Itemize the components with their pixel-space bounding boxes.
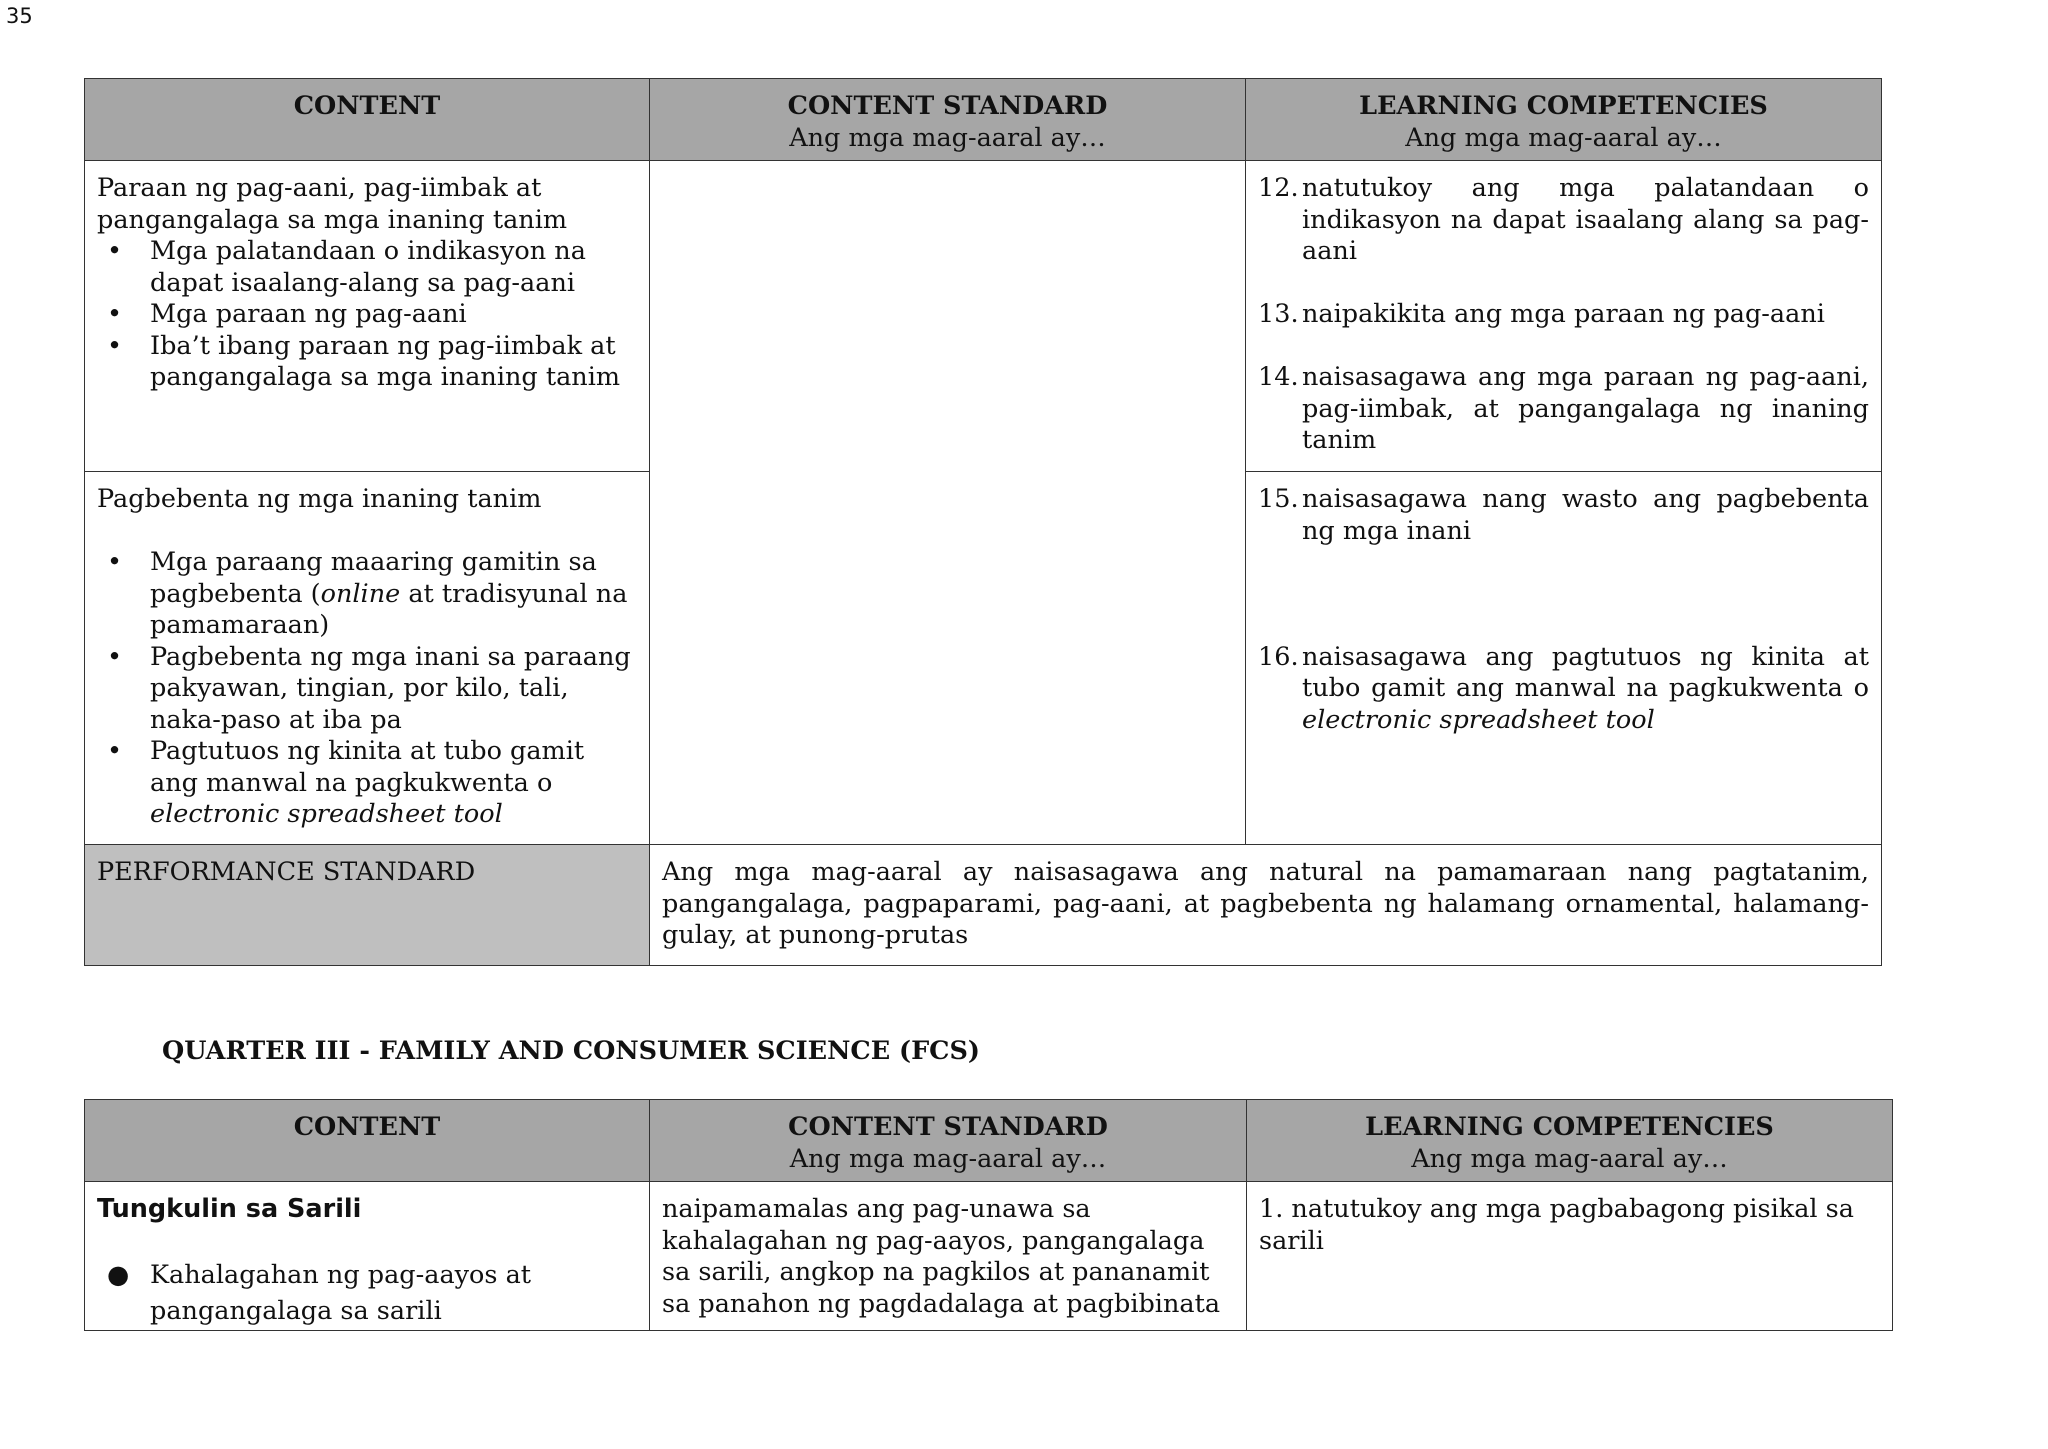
list-item-italic: online [320,578,401,609]
content-title: Paraan ng pag-aani, pag-iimbak at [97,173,542,203]
table-header-row [85,1100,1893,1182]
list-item [97,547,637,642]
header-content-standard-title: CONTENT STANDARD [787,91,1108,121]
competencies-cell: 1. natutukoy ang mga pagbabagong pisikal sa sarili [1247,1182,1893,1331]
header-learning-competencies [1247,1100,1893,1182]
competency-item [1258,173,1869,268]
list-item-text: Iba’t ibang paraan ng pag-iimbak at pangangalaga sa mga inaning tanim [150,330,621,392]
table-row [85,161,1882,472]
list-item-italic: electronic spreadsheet tool [150,799,503,829]
header-learning-competencies-title: LEARNING COMPETENCIES [1365,1112,1774,1142]
competencies-cell [1246,472,1882,845]
competency-number: 13. [1258,299,1299,329]
performance-standard-text: Ang mga mag-aaral ay naisasagawa ang natural na pamamaraan nang pagtatanim, pangangalaga, pagpaparami, pag-aani, at pagbebenta ng halamang ornamental, halamang-gulay, at punong-prutas [650,845,1882,966]
list-item [97,299,637,331]
header-learning-competencies-sub: Ang mga mag-aaral ay… [1411,1143,1728,1174]
header-content-title: CONTENT [293,91,441,121]
bullet-icon: • [107,299,123,329]
competency-item [1258,362,1869,457]
content-standard-cell-empty [650,161,1246,845]
header-content [85,1100,650,1182]
curriculum-table-quarter-2 [84,78,1882,966]
header-learning-competencies-title: LEARNING COMPETENCIES [1359,91,1768,121]
competency-number: 14. [1258,362,1299,392]
section-title: QUARTER III - FAMILY AND CONSUMER SCIENCE (FCS) [162,1036,980,1066]
content-title: Pagbebenta ng mga inaning tanim [97,484,542,514]
content-standard-cell: naipamamalas ang pag-unawa sa kahalagahan ng pag-aayos, pangangalaga sa sarili, angkop na pagkilos at pananamit sa panahon ng pagdadalaga at pagbibinata [650,1182,1247,1331]
header-content-standard [650,1100,1247,1182]
list-item-text: Mga paraang maaaring gamitin sa pagbebenta ( [150,547,597,609]
curriculum-table-quarter-3 [84,1099,1893,1331]
competency-number: 16. [1258,641,1299,672]
list-item [97,642,637,737]
content-bullet-list [97,1257,637,1329]
list-item-text: at tradisyunal na pamamaraan) [150,578,628,640]
content-cell [85,472,650,845]
competencies-cell [1246,161,1882,472]
header-content-standard-sub: Ang mga mag-aaral ay… [789,1143,1107,1174]
bullet-icon: • [107,236,123,266]
header-content-standard-title: CONTENT STANDARD [788,1112,1108,1142]
performance-standard-row [85,845,1882,966]
competency-number: 15. [1258,484,1299,514]
competency-text: naipakikita ang mga paraan ng pag-aani [1302,299,1825,329]
content-cell [85,161,650,472]
header-learning-competencies [1246,79,1882,161]
list-item [97,1257,637,1329]
list-item-text: Pagbebenta ng mga inani sa paraang pakyawan, tingian, por kilo, tali, naka-paso at iba pa [150,641,631,735]
table-row [85,1182,1893,1331]
competency-text: naisasagawa ang pagtutuos ng kinita at tubo gamit ang manwal na pagkukwenta o [1302,641,1869,703]
content-title: Tungkulin sa Sarili [97,1194,362,1224]
list-item [97,736,637,831]
competency-italic: electronic spreadsheet tool [1302,704,1655,735]
table-header-row [85,79,1882,161]
bullet-icon: • [107,641,123,672]
competency-item [1258,642,1869,737]
content-bullet-list [97,236,637,394]
bullet-icon: • [107,736,123,766]
bullet-icon: • [107,547,123,577]
header-learning-competencies-sub: Ang mga mag-aaral ay… [1405,122,1722,153]
header-content-standard-sub: Ang mga mag-aaral ay… [789,122,1106,153]
header-content-title: CONTENT [293,1112,441,1142]
page-number: 35 [6,4,33,28]
bullet-icon: • [107,330,123,361]
competency-text: natutukoy ang mga palatandaan o indikasyon na dapat isaalang alang sa pag-aani [1302,173,1869,266]
competency-text: naisasagawa nang wasto ang pagbebenta ng mga inani [1302,484,1869,546]
competency-number: 12. [1258,173,1299,203]
performance-standard-label: PERFORMANCE STANDARD [85,845,650,966]
bullet-icon: ● [107,1260,130,1290]
list-item-text: Mga paraan ng pag-aani [150,299,467,329]
content-cell [85,1182,650,1331]
competency-text: naisasagawa ang mga paraan ng pag-aani, pag-iimbak, at pangangalaga ng inaning tanim [1302,362,1869,455]
list-item-text: Mga palatandaan o indikasyon na dapat isaalang-alang sa pag-aani [150,236,586,298]
content-title: pangangalaga sa mga inaning tanim [97,204,568,235]
list-item [97,331,637,394]
content-bullet-list [97,547,637,831]
list-item-text: Kahalagahan ng pag-aayos at pangangalaga sa sarili [150,1260,532,1326]
list-item [97,236,637,299]
header-content [85,79,650,161]
competency-item [1258,299,1869,331]
competency-item [1258,484,1869,547]
list-item-text: Pagtutuos ng kinita at tubo gamit ang manwal na pagkukwenta o [150,736,585,798]
header-content-standard [650,79,1246,161]
